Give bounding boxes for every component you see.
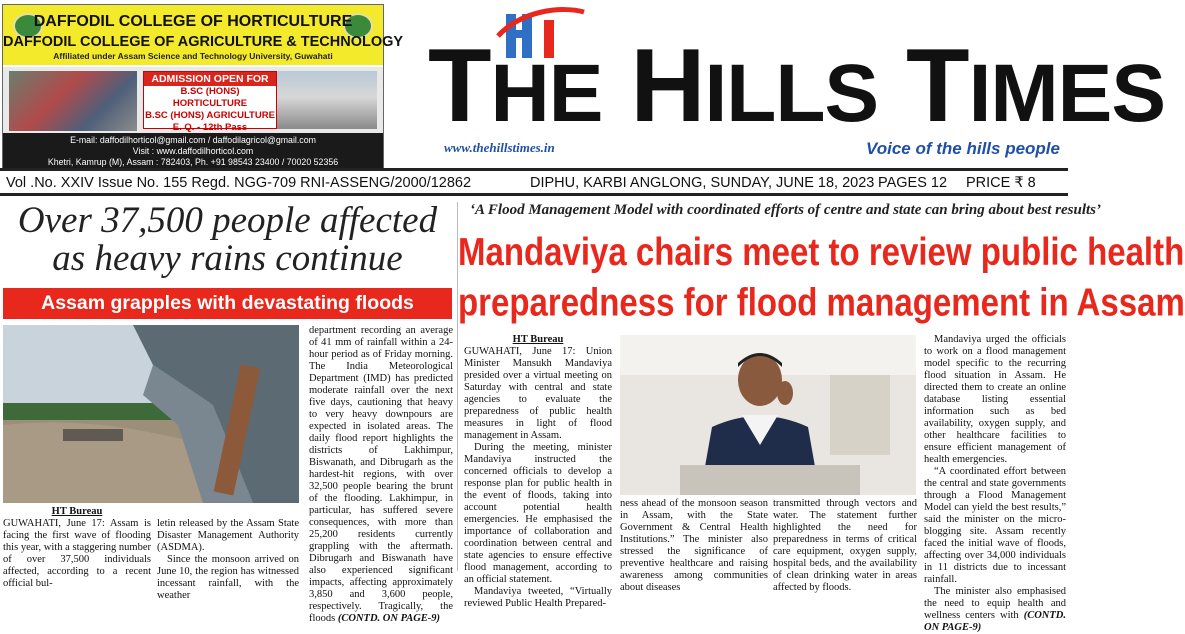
- title-word-the: THE: [428, 28, 603, 144]
- right-col2-text: ness ahead of the monsoon season in Assam, with the State Government & Central Health Institutions.” The minister also stressed the significance of preventive healthcare and raising awareness among communities about diseases: [620, 498, 768, 593]
- left-story-column-1: [3, 506, 151, 589]
- minister-meeting-photo: [620, 335, 916, 495]
- ad-college-name-1: DAFFODIL COLLEGE OF HORTICULTURE: [33, 13, 353, 30]
- left-byline: HT Bureau: [51, 506, 103, 517]
- website-link[interactable]: www.thehillstimes.in: [444, 140, 555, 155]
- volume-issue: Vol .No. XXIV Issue No. 155 Regd. NGG-709 RNI-ASSENG/2000/12862: [6, 175, 472, 191]
- ad-college-name-2: DAFFODIL COLLEGE OF AGRICULTURE & TECHNOLOGY: [3, 34, 404, 50]
- right-col1-para-3: Mandaviya tweeted, “Virtually reviewed Public Health Prepared-: [464, 586, 612, 609]
- left-headline-line-1: Over 37,500 people affected: [17, 200, 438, 241]
- right-story-column-2: [620, 498, 768, 593]
- right-col4-para-2: “A coordinated effort between the central and state governments through a Flood Management Model can yield the best results,” said the minister on the micro-blogging site. Assam recently faced the initial wave of floods, affecting over 34,000 individuals in 11 districts due to incessant rainfall.: [924, 466, 1066, 585]
- right-story-column-3: [773, 498, 917, 593]
- college-advertisement: [2, 4, 404, 168]
- left-story-column-3: [309, 325, 453, 624]
- left-col3-text: department recording an average of 41 mm of rainfall within a 24-hour period as of Friday morning. The India Meteorological Department (IMD) has predicted moderate rainfall over the next five days, cautioning that heavy to very heavy downpours are expected in isolated areas. The daily flood report highlights the districts of Lakhimpur, Biswanath, and Dibrugarh as the hardest-hit regions, with over 32,500 people bearing the brunt of the flooding. Lakhimpur, in particular, has suffered severe consequences, with more than 25,200 residents currently grappling with the aftermath. Dibrugarh and Biswanath have also experienced significant impacts, affecting approximately 3,850 and 3,600 people, respectively. Tragically, the floods: [309, 325, 453, 624]
- ad-email: E-mail: daffodilhorticol@gmail.com / daffodilagricol@gmail.com: [70, 135, 316, 145]
- right-col4-para-1: Mandaviya urged the officials to work on a flood management model specific to the recurring flood situation in Assam. He directed them to create an online database listing essential information such as bed availability, oxygen supply, and other healthcare facilities to ensure efficient management of health emergencies.: [924, 334, 1066, 465]
- newspaper-title: [428, 28, 1166, 146]
- right-col1-para-2: During the meeting, minister Mandaviya instructed the concerned officials to develop a response plan for public health in the event of floods, taking into account potential health emergencies. He emphasised the importance of collaboration and coordination between central and state agencies to ensure effective flood management, according to an official statement.: [464, 442, 612, 585]
- right-headline-line-2: preparedness for flood management in Assam: [458, 280, 1185, 324]
- ad-course-2: B.SC (HONS) AGRICULTURE: [145, 110, 275, 121]
- left-story-column-2: [157, 518, 299, 601]
- ad-course-1: B.SC (HONS) HORTICULTURE: [172, 86, 248, 109]
- ad-admission-title: ADMISSION OPEN FOR: [144, 72, 276, 86]
- title-word-hills: HILLS: [630, 28, 879, 144]
- right-col1-para-1: GUWAHATI, June 17: Union Minister Mansukh Mandaviya presided over a virtual meeting on Saturday with central and state agencies to evaluate the preparedness of public health measures in light of flood management in Assam.: [464, 346, 612, 441]
- right-byline: HT Bureau: [512, 334, 564, 345]
- ad-header: [3, 5, 404, 65]
- left-col2-para-2: Since the monsoon arrived on June 10, the region has witnessed incessant rainfall, with the weather: [157, 554, 299, 601]
- left-col2-para-1: letin released by the Assam State Disaster Management Authority (ASDMA).: [157, 518, 299, 553]
- ad-contact-strip: [3, 133, 383, 169]
- left-col1-text: GUWAHATI, June 17: Assam is facing the first wave of flooding this year, with a staggering number of over 37,500 individuals affected, according to a recent official bul-: [3, 518, 151, 589]
- title-word-times: TIMES: [906, 28, 1166, 144]
- right-story-column-4: [924, 334, 1066, 633]
- price: PRICE ₹ 8: [966, 175, 1036, 191]
- ad-building-photo: [277, 71, 377, 129]
- ad-eligibility: E. Q. - 12th Pass: [172, 122, 248, 133]
- newspaper-slogan: Voice of the hills people: [866, 139, 1060, 158]
- left-headline-line-2: as heavy rains continue: [52, 238, 403, 279]
- right-headline-line-1: Mandaviya chairs meet to review public health: [458, 229, 1185, 274]
- ad-address: Khetri, Kamrup (M), Assam : 782403, Ph. +91 98543 23400 / 70020 52356: [47, 157, 339, 167]
- dateline: DIPHU, KARBI ANGLONG, SUNDAY, JUNE 18, 2023: [530, 175, 875, 191]
- right-col4-para-3: The minister also emphasised the need to equip health and wellness centers with: [924, 586, 1066, 621]
- right-headline: [458, 226, 1185, 327]
- right-story-column-1: [464, 334, 612, 609]
- ad-inauguration-photo: [9, 71, 137, 131]
- page-count: PAGES 12: [878, 175, 948, 191]
- left-headline: [0, 202, 455, 278]
- left-subheadline: Assam grapples with devastating floods: [3, 288, 452, 319]
- ad-admission-box: [143, 71, 277, 133]
- issue-info-bar: [0, 168, 1068, 196]
- right-kicker-quote: ‘A Flood Management Model with coordinated efforts of centre and state can bring about best results’: [470, 202, 1102, 218]
- flood-damage-photo: [3, 325, 299, 503]
- ad-website: Visit : www.daffodilhorticol.com: [132, 146, 254, 156]
- ad-body: [3, 67, 383, 133]
- left-continued-link[interactable]: (CONTD. ON PAGE-9): [337, 613, 441, 624]
- right-col3-text: transmitted through vectors and water. The statement further highlighted the need for preparedness in terms of critical care equipment, oxygen supply, hospital beds, and the availability of clean drinking water in areas affected by floods.: [773, 498, 917, 593]
- right-continued-link[interactable]: (CONTD. ON PAGE-9): [924, 610, 1066, 633]
- ad-affiliation: Affiliated under Assam Science and Technology University, Guwahati: [53, 51, 333, 61]
